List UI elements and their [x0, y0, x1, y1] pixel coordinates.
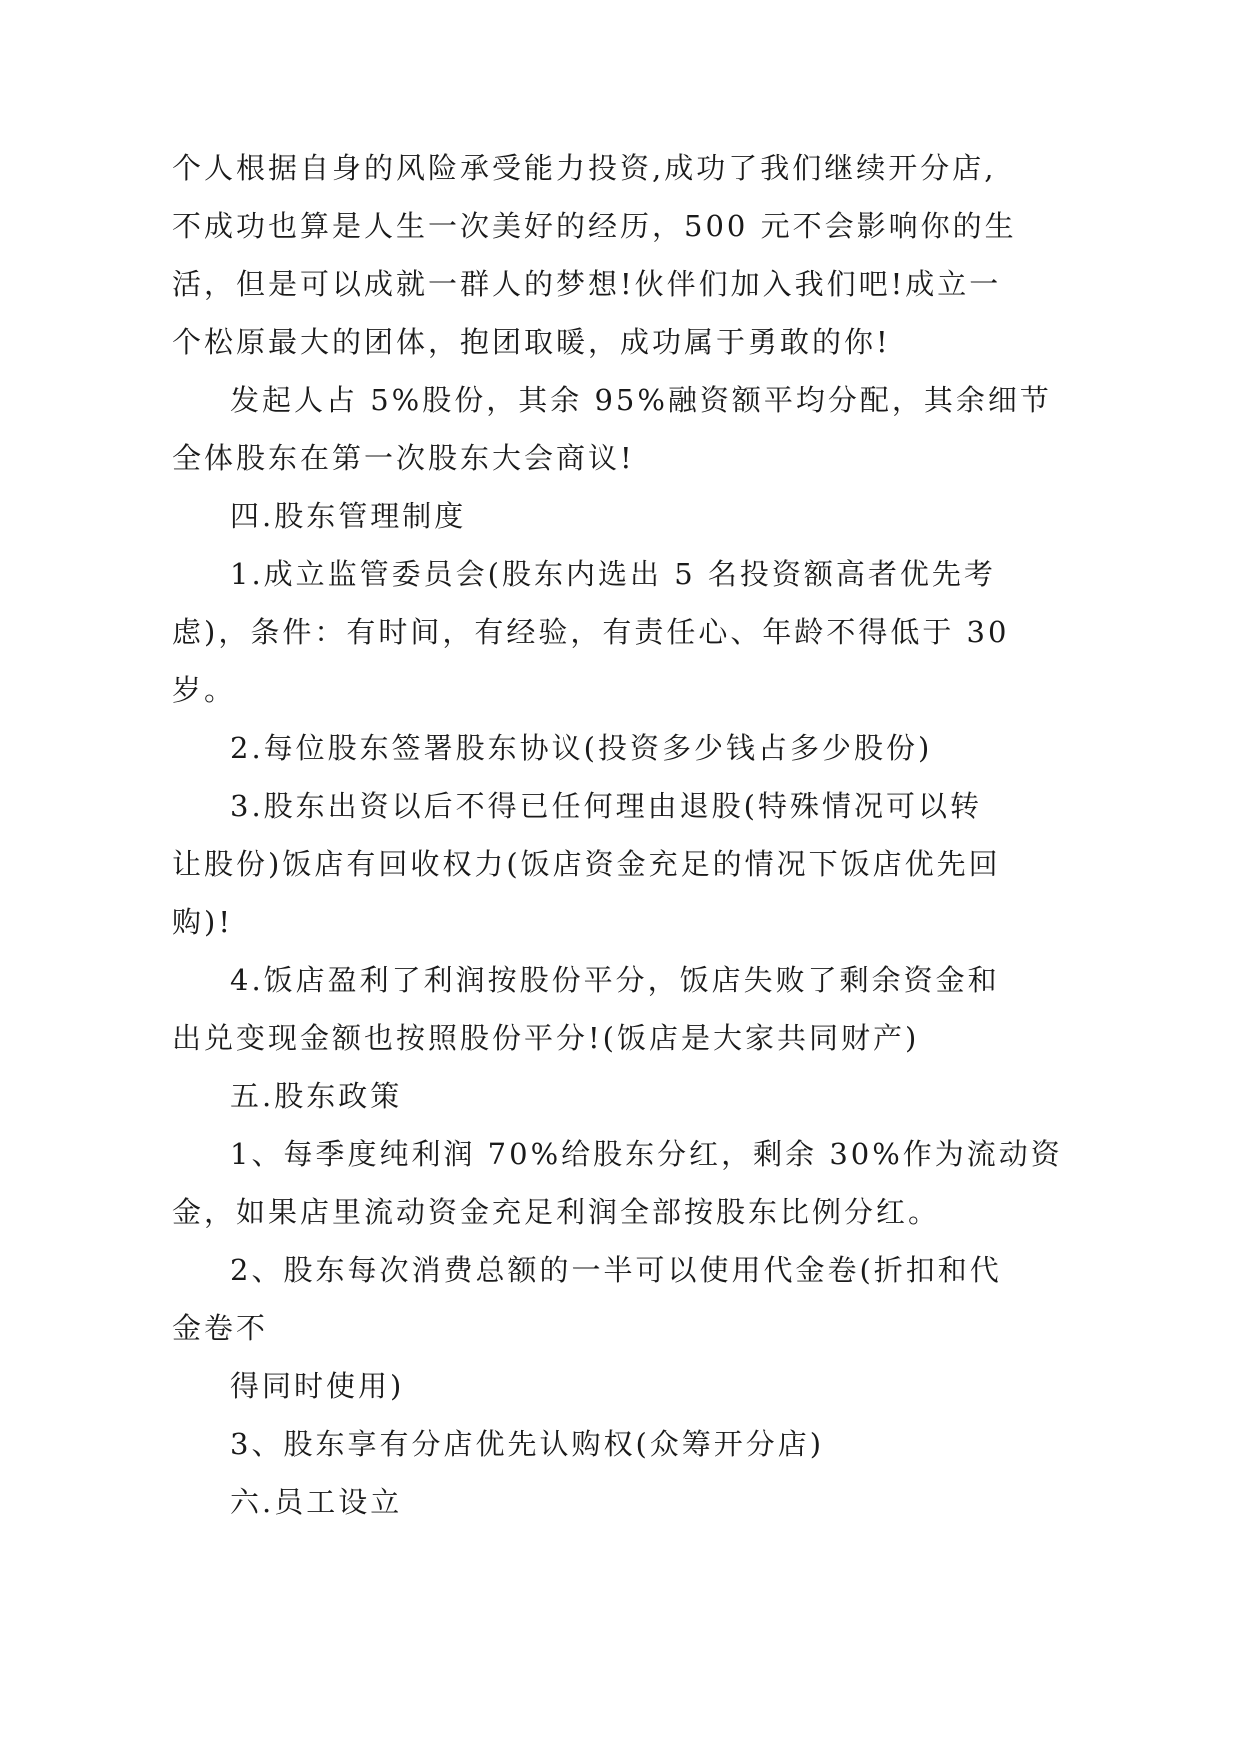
text-line: 个松原最大的团体，抱团取暖，成功属于勇敢的你! [172, 325, 891, 359]
text-line: 4.饭店盈利了利润按股份平分，饭店失败了剩余资金和 [230, 963, 1000, 997]
text-line: 个人根据自身的风险承受能力投资,成功了我们继续开分店, [172, 151, 997, 185]
text-line: 岁。 [172, 673, 237, 707]
text-line: 得同时使用) [230, 1369, 405, 1403]
text-line: 虑)，条件：有时间，有经验，有责任心、年龄不得低于 30 [172, 615, 1010, 649]
text-line: 1、每季度纯利润 70%给股东分红，剩余 30%作为流动资 [230, 1137, 1063, 1171]
section-heading: 四.股东管理制度 [230, 499, 467, 533]
text-line: 2.每位股东签署股东协议(投资多少钱占多少股份) [230, 731, 933, 765]
text-line: 活，但是可以成就一群人的梦想!伙伴们加入我们吧!成立一 [172, 267, 1002, 301]
section-heading: 六.员工设立 [230, 1485, 403, 1519]
text-line: 2、股东每次消费总额的一半可以使用代金卷(折扣和代 [230, 1253, 1002, 1287]
text-line: 1.成立监管委员会(股东内选出 5 名投资额高者优先考 [230, 557, 996, 591]
text-line: 金，如果店里流动资金充足利润全部按股东比例分红。 [172, 1195, 941, 1229]
text-line: 出兑变现金额也按照股份平分!(饭店是大家共同财产) [172, 1021, 920, 1055]
text-line: 购)! [172, 905, 233, 939]
text-line: 金卷不 [172, 1311, 269, 1345]
text-line: 3、股东享有分店优先认购权(众筹开分店) [230, 1427, 825, 1461]
text-line: 3.股东出资以后不得已任何理由退股(特殊情况可以转 [230, 789, 982, 823]
text-line: 发起人占 5%股份，其余 95%融资额平均分配，其余细节 [230, 383, 1052, 417]
section-heading: 五.股东政策 [230, 1079, 403, 1113]
text-line: 让股份)饭店有回收权力(饭店资金充足的情况下饭店优先回 [172, 847, 1001, 881]
text-line: 不成功也算是人生一次美好的经历，500 元不会影响你的生 [172, 209, 1017, 243]
text-line: 全体股东在第一次股东大会商议! [172, 441, 635, 475]
